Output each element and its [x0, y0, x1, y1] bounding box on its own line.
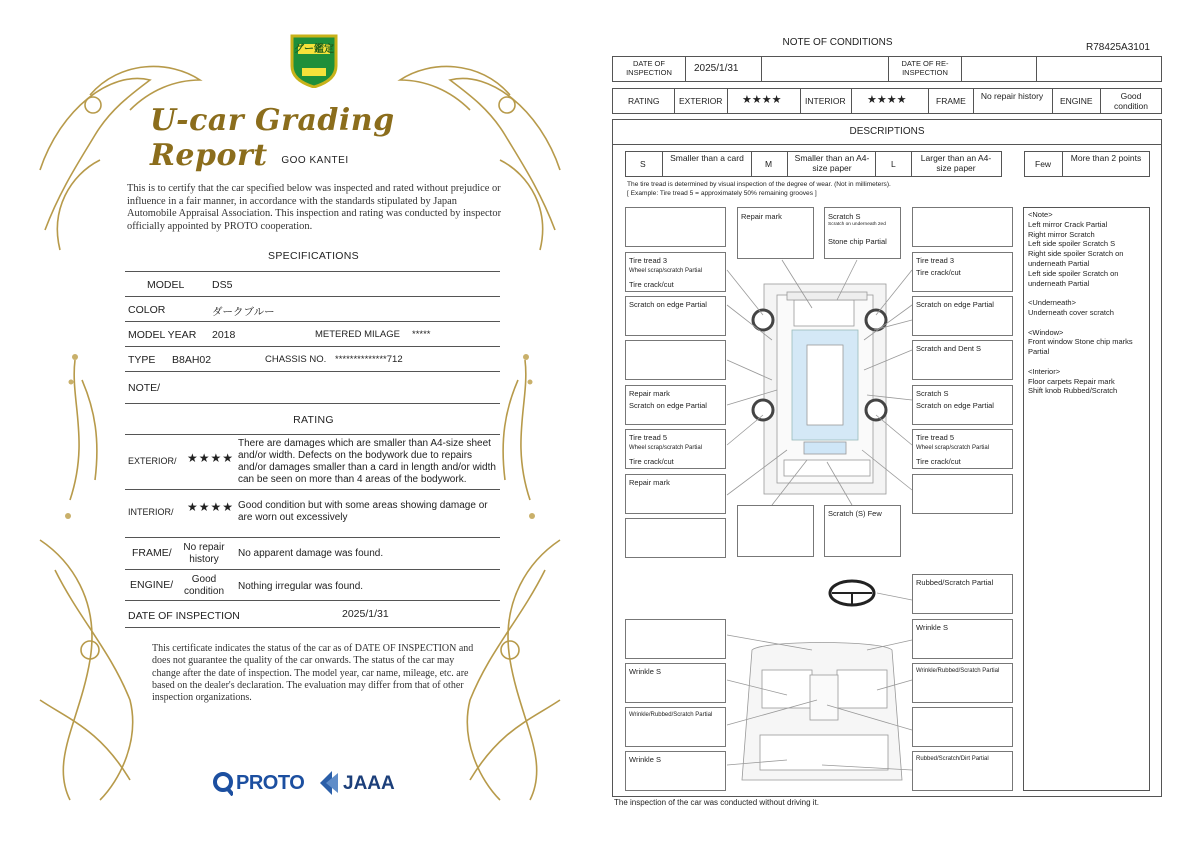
- engine-value: Good condition: [1113, 91, 1149, 111]
- damage-label: Tire crack/cut: [916, 457, 961, 466]
- damage-label: Wrinkle S: [629, 667, 661, 676]
- legend-m: M: [765, 159, 773, 169]
- damage-label: Tire tread 3: [629, 256, 668, 265]
- exterior-label: EXTERIOR: [679, 96, 723, 106]
- date-of-reinspection-label: DATE OF RE-INSPECTION: [901, 59, 949, 77]
- color-label: COLOR: [128, 304, 166, 316]
- damage-label: Tire crack/cut: [629, 457, 674, 466]
- type-label: TYPE: [128, 354, 156, 366]
- divider: [125, 346, 500, 347]
- engine-description: Nothing irregular was found.: [238, 581, 364, 592]
- divider: [125, 569, 500, 570]
- engine-label: ENGINE/: [130, 579, 174, 591]
- damage-label: Scratch and Dent S: [916, 344, 982, 353]
- interior-label: INTERIOR/: [128, 507, 174, 517]
- note-line: <Underneath>: [1028, 298, 1076, 308]
- disclaimer-text: This certificate indicates the status of the car as of DATE OF INSPECTION and does not guarantee the quality of the car onwards. The status of the car may change after the date of inspection. The model year, car name, mileage, etc. are based on the dealer's declaration. The evaluation may differ from that of other inspection organizations.: [152, 643, 474, 704]
- damage-label: Wrinkle S: [629, 755, 661, 764]
- color-value: ダークブルー: [212, 306, 275, 318]
- damage-label: Repair mark: [629, 389, 670, 398]
- engine-label: ENGINE: [1060, 96, 1093, 106]
- legend-l-text: Larger than an A4-size paper: [920, 153, 992, 173]
- tire-example: [ Example: Tire tread 5 = approximately 50% remaining grooves ]: [627, 190, 817, 197]
- chassis-label: CHASSIS NO.: [265, 354, 327, 365]
- damage-label: Wrinkle S: [916, 623, 948, 632]
- divider: [125, 321, 500, 322]
- model-label: MODEL: [147, 279, 185, 291]
- damage-label: Wheel scrap/scratch Partial: [629, 268, 703, 274]
- footer-note: The inspection of the car was conducted without driving it.: [614, 798, 819, 807]
- exterior-stars: ★★★★: [187, 451, 235, 465]
- note-line: Left side spoiler Scratch on underneath Partial: [1028, 268, 1119, 288]
- reference-number: R78425A3101: [1086, 42, 1150, 53]
- damage-label: Wrinkle/Rubbed/Scratch Partial: [916, 668, 1000, 674]
- note-line: Left mirror Crack Partial: [1028, 219, 1108, 229]
- divider: [125, 627, 500, 628]
- damage-label: Scratch (S) Few: [828, 509, 882, 518]
- proto-logo: PROTO: [236, 772, 305, 794]
- note-line: Right mirror Scratch: [1028, 229, 1095, 239]
- conditions-title: NOTE OF CONDITIONS: [782, 37, 893, 48]
- date-of-inspection-label: DATE OF INSPECTION: [626, 59, 672, 77]
- frame-description: No apparent damage was found.: [238, 548, 384, 559]
- divider: [125, 271, 500, 272]
- damage-box: [737, 505, 814, 557]
- divider: [125, 296, 500, 297]
- note-line: Shift knob Rubbed/Scratch: [1028, 386, 1118, 396]
- model-value: DS5: [212, 279, 233, 291]
- note-line: <Window>: [1028, 327, 1064, 337]
- damage-box: [625, 518, 726, 558]
- damage-label: Repair mark: [741, 212, 782, 221]
- engine-value: Good condition: [183, 574, 225, 597]
- type-value: B8AH02: [172, 354, 212, 366]
- frame-value: No repair history: [183, 542, 225, 565]
- damage-label-small: Scratch on underneath 2ed: [828, 222, 886, 227]
- note-line: [1028, 357, 1148, 367]
- note-line: Floor carpets Repair mark: [1028, 376, 1115, 386]
- mileage-value: *****: [412, 329, 431, 340]
- chassis-value: **************712: [335, 354, 403, 365]
- note-line: Underneath cover scratch: [1028, 307, 1114, 317]
- note-line: [1028, 288, 1148, 298]
- damage-label: Wheel scrap/scratch Partial: [916, 445, 990, 451]
- divider: [125, 434, 500, 435]
- note-label: NOTE/: [128, 382, 161, 394]
- damage-label: Tire tread 5: [629, 433, 668, 442]
- notes-list: [1028, 210, 1148, 396]
- exterior-stars: ★★★★: [742, 94, 782, 106]
- exterior-description: There are damages which are smaller than A4-size sheet and/or width. Defects on the bodywork due to repairs and/or damages smaller than a card in length and/or width can be seen on more than 4 areas of the bodywork.: [238, 438, 496, 485]
- note-line: Front window Stone chip marks Partial: [1028, 337, 1133, 357]
- mileage-label: METERED MILAGE: [315, 329, 400, 340]
- damage-box: [625, 619, 726, 659]
- divider: [125, 371, 500, 372]
- tire-note: The tire tread is determined by visual inspection of the degree of wear. (Not in millimeters).: [627, 181, 891, 188]
- interior-stars: ★★★★: [187, 500, 235, 514]
- divider: [125, 537, 500, 538]
- damage-label: Tire crack/cut: [916, 268, 961, 277]
- legend-m-text: Smaller than an A4-size paper: [794, 153, 870, 173]
- damage-box: [625, 207, 726, 247]
- note-line: <Interior>: [1028, 366, 1061, 376]
- frame-label: FRAME: [936, 96, 966, 106]
- jaaa-logo-icon: [318, 770, 340, 796]
- damage-label: Wrinkle/Rubbed/Scratch Partial: [629, 712, 713, 718]
- legend-s-text: Smaller than a card: [670, 153, 744, 163]
- note-line: [1028, 318, 1148, 328]
- damage-box: [912, 707, 1013, 747]
- damage-box: [912, 207, 1013, 247]
- interior-description: Good condition but with some areas showing damage or are worn out excessively: [238, 500, 488, 523]
- damage-label: Scratch S: [828, 212, 861, 221]
- note-line: Right side spoiler Scratch on underneath Partial: [1028, 249, 1124, 268]
- badge-text: グー鑑定: [294, 44, 334, 55]
- rating-label: RATING: [628, 96, 660, 106]
- interior-stars: ★★★★: [867, 94, 907, 106]
- descriptions-heading: DESCRIPTIONS: [849, 126, 925, 137]
- date-of-inspection-label: DATE OF INSPECTION: [128, 610, 240, 622]
- certify-statement: This is to certify that the car specified below was inspected and rated without prejudice or influence in a fair manner, in accordance with the standards stipulated by Japan Automobile Appraisal Association. This inspection and rating was conducted by inspector officially appointed by PROTO cooperation.: [127, 183, 502, 232]
- damage-label: Scratch on edge Partial: [629, 401, 707, 410]
- damage-box: [625, 340, 726, 380]
- damage-label: Scratch S: [916, 389, 949, 398]
- damage-label: Tire tread 5: [916, 433, 955, 442]
- damage-label: Scratch on edge Partial: [916, 401, 994, 410]
- damage-box: [912, 474, 1013, 514]
- damage-label: Scratch on edge Partial: [629, 300, 707, 309]
- rating-heading: RATING: [293, 414, 334, 426]
- jaaa-logo: JAAA: [343, 773, 395, 794]
- damage-label: Scratch on edge Partial: [916, 300, 994, 309]
- legend-s: S: [640, 159, 646, 169]
- frame-label: FRAME/: [132, 547, 172, 559]
- note-line: <Note>: [1028, 210, 1053, 219]
- report-title: U-car Grading Report: [150, 103, 395, 173]
- damage-label: Stone chip Partial: [828, 237, 887, 246]
- damage-label: Tire tread 3: [916, 256, 955, 265]
- divider: [125, 600, 500, 601]
- divider: [125, 489, 500, 490]
- damage-label: Repair mark: [629, 478, 670, 487]
- model-year-label: MODEL YEAR: [128, 329, 197, 341]
- damage-label: Wheel scrap/scratch Partial: [629, 445, 703, 451]
- interior-label: INTERIOR: [805, 96, 846, 106]
- note-line: Left side spoiler Scratch S: [1028, 239, 1116, 249]
- damage-label: Rubbed/Scratch/Dirt Partial: [916, 756, 989, 762]
- model-year-value: 2018: [212, 329, 236, 341]
- specifications-heading: SPECIFICATIONS: [268, 250, 359, 262]
- damage-label: Tire crack/cut: [629, 280, 674, 289]
- exterior-label: EXTERIOR/: [128, 456, 177, 466]
- date-of-inspection-value: 2025/1/31: [694, 63, 739, 74]
- legend-l: L: [891, 159, 896, 169]
- legend-few-text: More than 2 points: [1070, 153, 1142, 163]
- proto-logo-icon: [213, 770, 233, 796]
- legend-few: Few: [1035, 159, 1052, 169]
- divider: [125, 403, 500, 404]
- date-of-inspection-value: 2025/1/31: [342, 608, 389, 620]
- frame-value: No repair history: [980, 91, 1044, 101]
- damage-label: Rubbed/Scratch Partial: [916, 578, 994, 587]
- report-subtitle: GOO KANTEI: [281, 155, 349, 166]
